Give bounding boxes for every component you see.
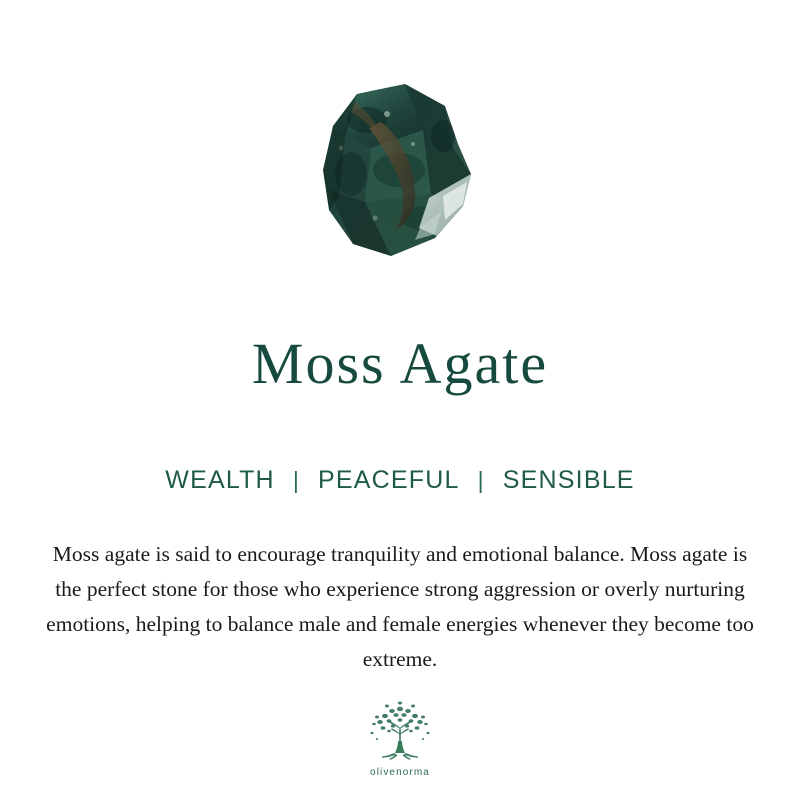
brand-name: olivenorma: [370, 767, 430, 778]
keyword-separator-1: |: [292, 466, 301, 493]
title-word-2: Agate: [399, 331, 549, 396]
keyword-sensible: SENSIBLE: [502, 465, 635, 494]
page-title: [251, 331, 549, 396]
keyword-wealth: WEALTH: [165, 465, 275, 494]
brand-logo: [0, 693, 800, 778]
keyword-separator-2: |: [477, 466, 485, 493]
moss-agate-stone-illustration: [295, 78, 505, 273]
title-word-1: Moss: [251, 331, 386, 396]
keyword-list: [163, 466, 636, 495]
product-description: Moss agate is said to encourage tranquility and emotional balance. Moss agate is the perfect stone for those who experience strong aggression or overly nurturing emotions, helping to balance male and female energies whenever they become too extreme.: [46, 541, 754, 671]
tree-icon: [363, 693, 437, 765]
stone-image: [295, 78, 505, 273]
keyword-peaceful: PEACEFUL: [318, 465, 460, 494]
